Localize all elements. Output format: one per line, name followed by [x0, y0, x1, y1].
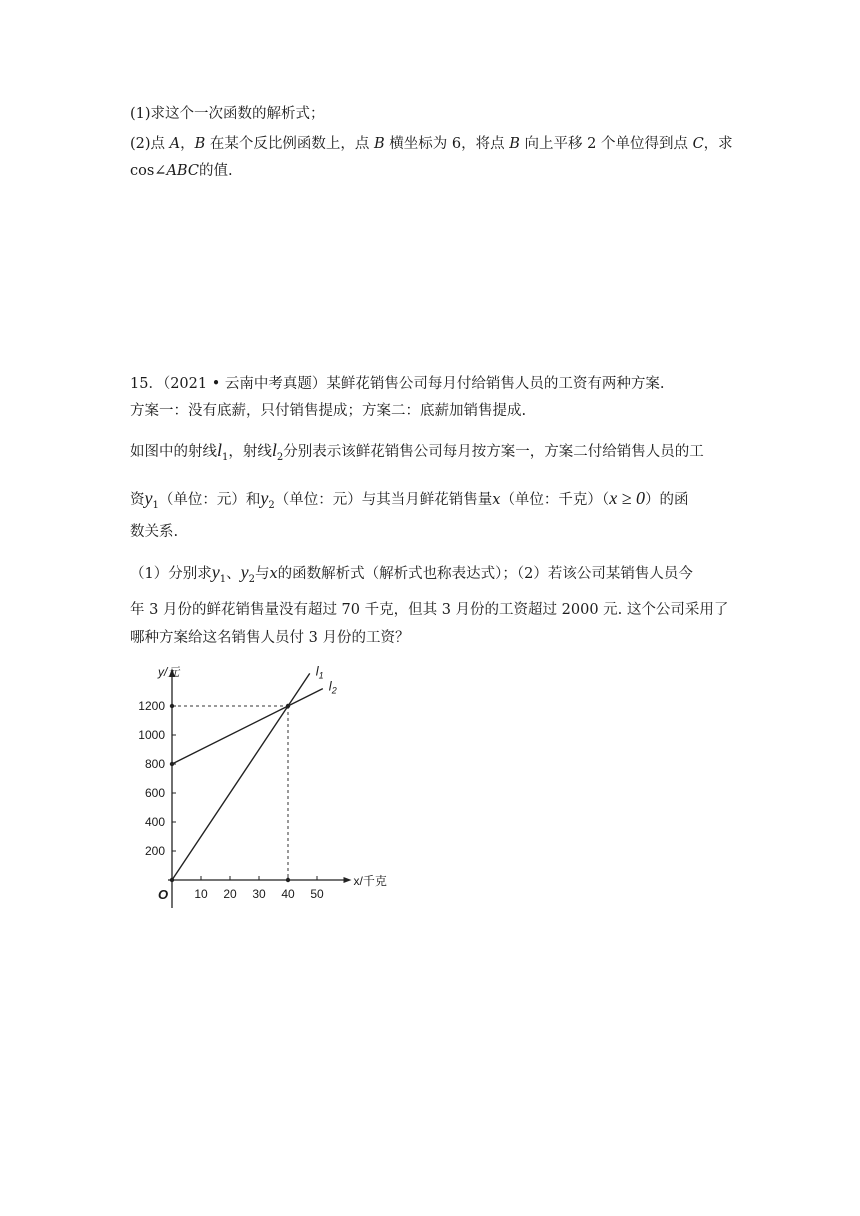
q15-desc1: [130, 440, 704, 468]
text: ）的函: [645, 492, 689, 508]
series-label-l2: [329, 679, 337, 696]
x-tick-label: 50: [310, 887, 324, 901]
text: 数关系.: [130, 524, 179, 540]
var-y: y: [240, 562, 249, 582]
series-label-sub: 1: [318, 670, 324, 681]
q15-desc3: [130, 522, 178, 542]
text: 的函数解析式（解析式也称表达式）；（2）若该公司某销售人员今: [277, 566, 693, 582]
sub: 2: [268, 500, 275, 511]
sub: 1: [152, 500, 159, 511]
y-tick-label: 200: [144, 844, 165, 858]
marked-point: [170, 704, 174, 708]
text: 资: [130, 492, 145, 508]
var-y: y: [144, 488, 153, 508]
var-l: l: [271, 440, 277, 460]
q14-part1: [130, 104, 325, 124]
text: 、: [226, 566, 241, 582]
sub: 2: [276, 452, 284, 463]
series-line-l2: [172, 689, 323, 764]
x-tick-label: 40: [281, 887, 295, 901]
x-tick-label: 20: [223, 887, 237, 901]
text: ，: [180, 136, 195, 152]
sub: 1: [219, 574, 227, 585]
text: 年 3 月份的鲜花销售量没有超过 70 千克，但其 3 月份的工资超过 2000 元. 这个公司采用了: [130, 602, 729, 618]
q15-header-text: 15．（2021 • 云南中考真题）某鲜花销售公司每月付给销售人员的工资有两种方案.: [130, 376, 665, 392]
var-b: B: [374, 136, 385, 152]
text: 横坐标为 6，将点: [384, 136, 510, 152]
marked-point: [170, 878, 174, 882]
var-x: x: [269, 566, 278, 582]
q15-desc2: [130, 488, 689, 516]
series-label-l1: [316, 663, 324, 680]
text: （1）分别求: [130, 566, 212, 582]
condition: x ≥ 0: [609, 488, 646, 508]
sub: 1: [222, 452, 229, 463]
x-axis-label: x/千克: [353, 874, 387, 888]
text: 与: [254, 566, 270, 582]
q14-part2: [130, 134, 733, 154]
var-y: y: [211, 562, 220, 582]
var-x: x: [492, 492, 501, 508]
q14-part2-cont: [130, 161, 233, 181]
series-label-letter: l: [315, 663, 319, 679]
y-tick-label: 800: [144, 757, 165, 771]
x-tick-label: 30: [252, 887, 266, 901]
text: 的值.: [198, 163, 233, 179]
var-abc: ABC: [166, 163, 199, 179]
x-tick-label: 10: [194, 887, 208, 901]
var-y: y: [260, 488, 269, 508]
y-tick-label: 400: [144, 815, 165, 829]
text: 如图中的射线: [130, 444, 217, 460]
q15-ask3: [130, 628, 409, 648]
marked-point: [170, 762, 174, 766]
var-c: C: [692, 136, 704, 152]
text: （单位：元）与其当月鲜花销售量: [274, 492, 493, 508]
series-label-sub: 2: [331, 685, 337, 696]
var-b: B: [194, 136, 206, 152]
text: （单位：千克）（: [500, 492, 610, 508]
text: ，射线: [228, 444, 272, 460]
q15-header: [130, 374, 664, 394]
y-tick-label: 1000: [138, 728, 165, 742]
q15-ask2: [130, 600, 728, 620]
salary-chart: [120, 650, 400, 914]
q15-plans-text: 方案一：没有底薪，只付销售提成；方案二：底薪加销售提成.: [130, 403, 527, 419]
q15-ask1: [130, 562, 693, 590]
text: cos∠: [130, 163, 167, 179]
y-axis-label: y/元: [158, 665, 180, 679]
x-axis-arrow: [344, 877, 352, 883]
text: ，求: [703, 136, 733, 152]
y-tick-label: 1200: [138, 699, 165, 713]
sub: 2: [248, 574, 255, 585]
text: 分别表示该鲜花销售公司每月按方案一，方案二付给销售人员的工: [283, 444, 704, 460]
var-b: B: [509, 136, 520, 152]
var-l: l: [217, 440, 223, 460]
var-a: A: [169, 136, 181, 152]
marked-point: [286, 704, 290, 708]
origin-label: O: [158, 887, 169, 902]
text: 向上平移 2 个单位得到点: [519, 136, 693, 152]
q14-part1-text: (1)求这个一次函数的解析式；: [130, 106, 325, 122]
series-label-letter: l: [328, 678, 332, 694]
text: (2)点: [130, 136, 170, 152]
text: 哪种方案给这名销售人员付 3 月份的工资？: [130, 630, 410, 646]
marked-point: [286, 878, 290, 882]
q15-plans: [130, 401, 526, 421]
text: （单位：元）和: [158, 492, 261, 508]
text: 在某个反比例函数上，点: [205, 136, 375, 152]
y-tick-label: 600: [144, 786, 165, 800]
